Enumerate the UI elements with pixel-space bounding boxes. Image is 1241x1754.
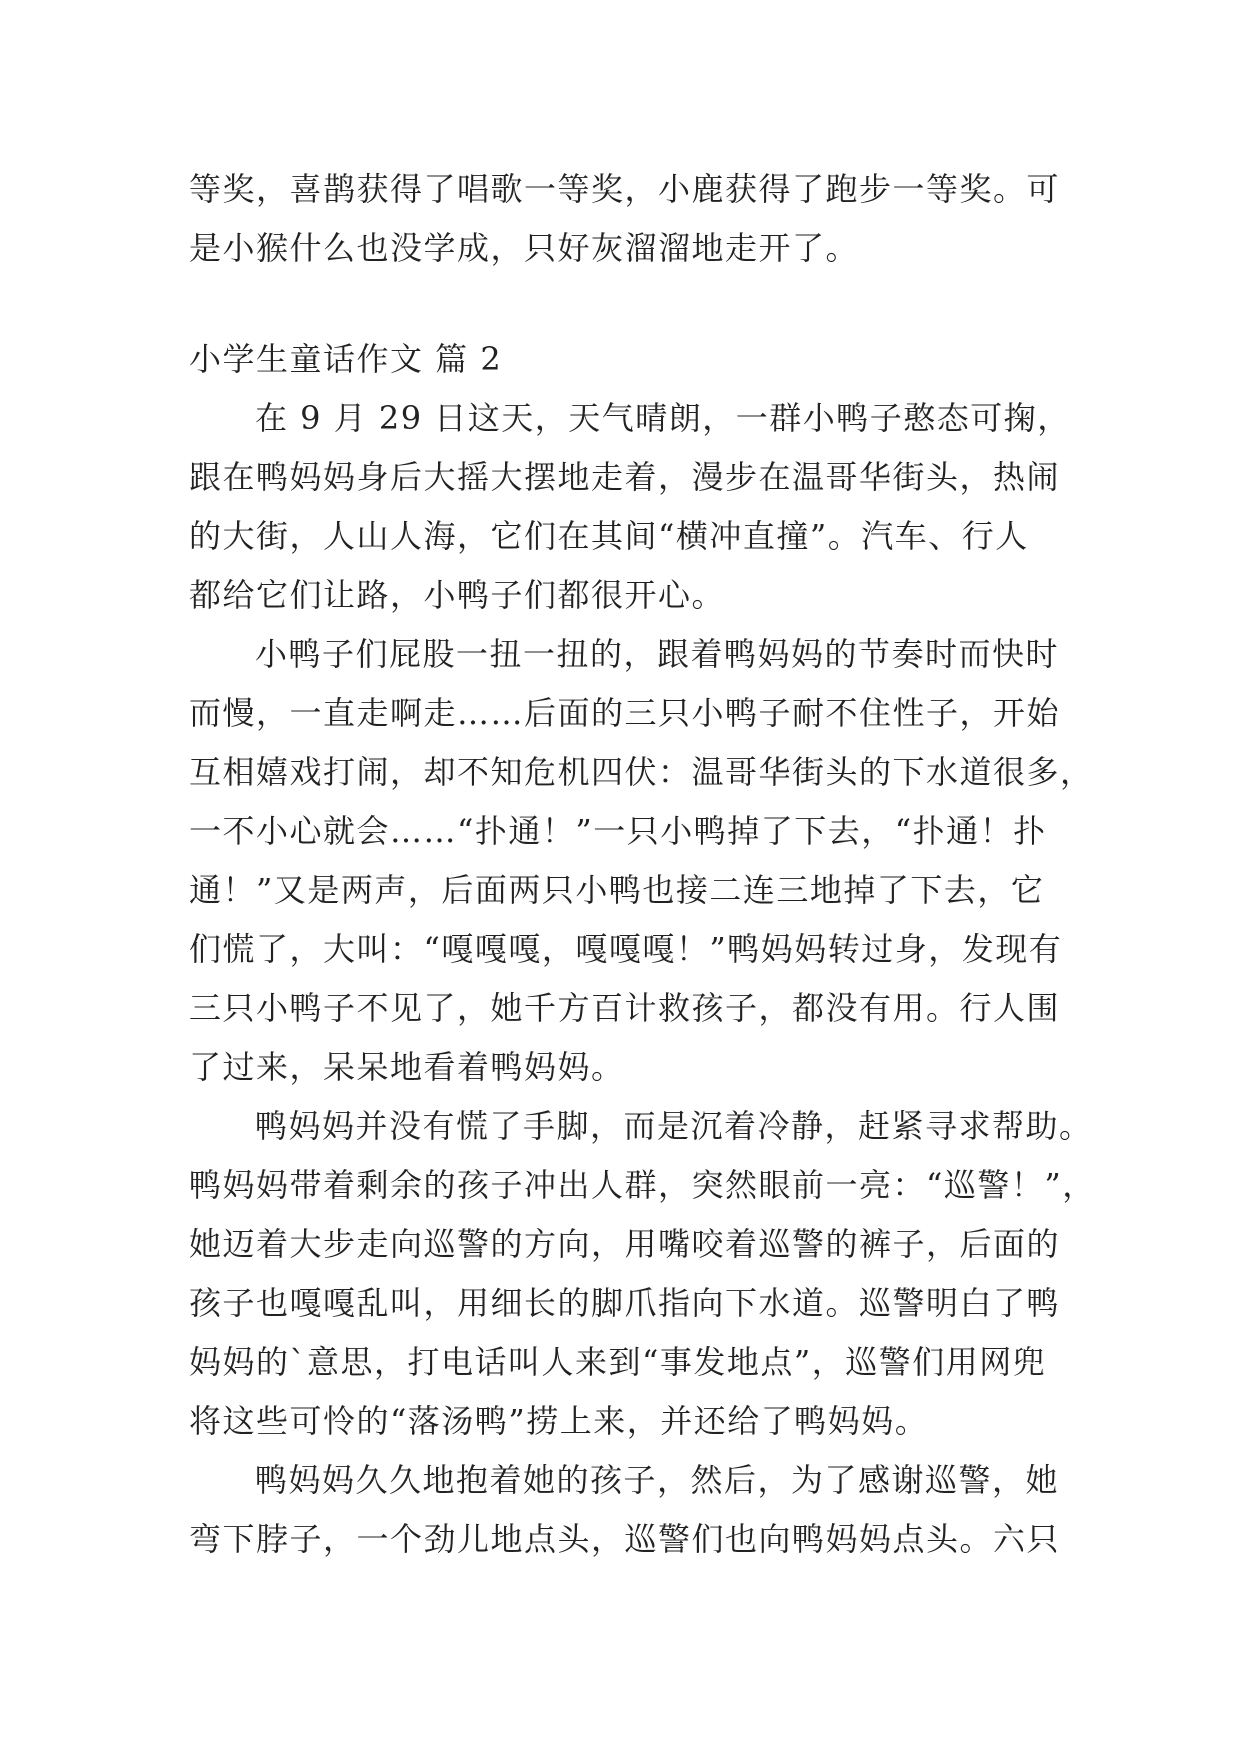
paragraph-line: 通！”又是两声，后面两只小鸭也接二连三地掉了下去，它: [189, 871, 1045, 909]
paragraph-line: 们慌了，大叫：“嘎嘎嘎，嘎嘎嘎！”鸭妈妈转过身，发现有: [189, 930, 1063, 968]
paragraph-line: 将这些可怜的“落汤鸭”捞上来，并还给了鸭妈妈。: [189, 1402, 929, 1440]
paragraph: [189, 625, 1094, 1097]
paragraph: [189, 1451, 1069, 1569]
section-heading: 小学生童话作文 篇 2: [189, 340, 503, 378]
paragraph-line: 鸭妈妈并没有慌了手脚，而是沉着冷静，赶紧寻求帮助。: [255, 1107, 1093, 1145]
paragraph-line: 孩子也嘎嘎乱叫，用细长的脚爪指向下水道。巡警明白了鸭: [189, 1284, 1061, 1322]
section-gap: [189, 278, 1069, 330]
paragraph-line: 的大街，人山人海，它们在其间“横冲直撞”。汽车、行人: [189, 517, 1029, 555]
intro-line: 等奖，喜鹊获得了唱歌一等奖，小鹿获得了跑步一等奖。可: [189, 170, 1061, 208]
paragraph-line: 互相嬉戏打闹，却不知危机四伏：温哥华街头的下水道很多，: [189, 753, 1094, 791]
paragraph-line: 跟在鸭妈妈身后大摇大摆地走着，漫步在温哥华街头，热闹: [189, 458, 1061, 496]
document-body: [189, 160, 1096, 1569]
paragraph-line: 小鸭子们屁股一扭一扭的，跟着鸭妈妈的节奏时而快时: [255, 635, 1060, 673]
paragraph-line: 妈妈的`意思，打电话叫人来到“事发地点”，巡警们用网兜: [189, 1343, 1047, 1381]
paragraph-line: 了过来，呆呆地看着鸭妈妈。: [189, 1048, 625, 1086]
paragraph-line: 一不小心就会……“扑通！”一只小鸭掉了下去，“扑通！扑: [189, 812, 1047, 850]
intro-line: 是小猴什么也没学成，只好灰溜溜地走开了。: [189, 229, 860, 267]
paragraph-line: 她迈着大步走向巡警的方向，用嘴咬着巡警的裤子，后面的: [189, 1225, 1061, 1263]
paragraph-line: 三只小鸭子不见了，她千方百计救孩子，都没有用。行人围: [189, 989, 1061, 1027]
paragraph: [189, 389, 1069, 625]
paragraph-line: 在 9 月 29 日这天，天气晴朗，一群小鸭子憨态可掬，: [255, 399, 1071, 437]
paragraph-line: 鸭妈妈带着剩余的孩子冲出人群，突然眼前一亮：“巡警！”，: [189, 1166, 1096, 1204]
paragraph-line: 而慢，一直走啊走……后面的三只小鸭子耐不住性子，开始: [189, 694, 1061, 732]
paragraph-line: 都给它们让路，小鸭子们都很开心。: [189, 576, 726, 614]
paragraph: [189, 1097, 1096, 1451]
paragraph-line: 鸭妈妈久久地抱着她的孩子，然后，为了感谢巡警，她: [255, 1461, 1060, 1499]
paragraph-line: 弯下脖子，一个劲儿地点头，巡警们也向鸭妈妈点头。六只: [189, 1520, 1061, 1558]
